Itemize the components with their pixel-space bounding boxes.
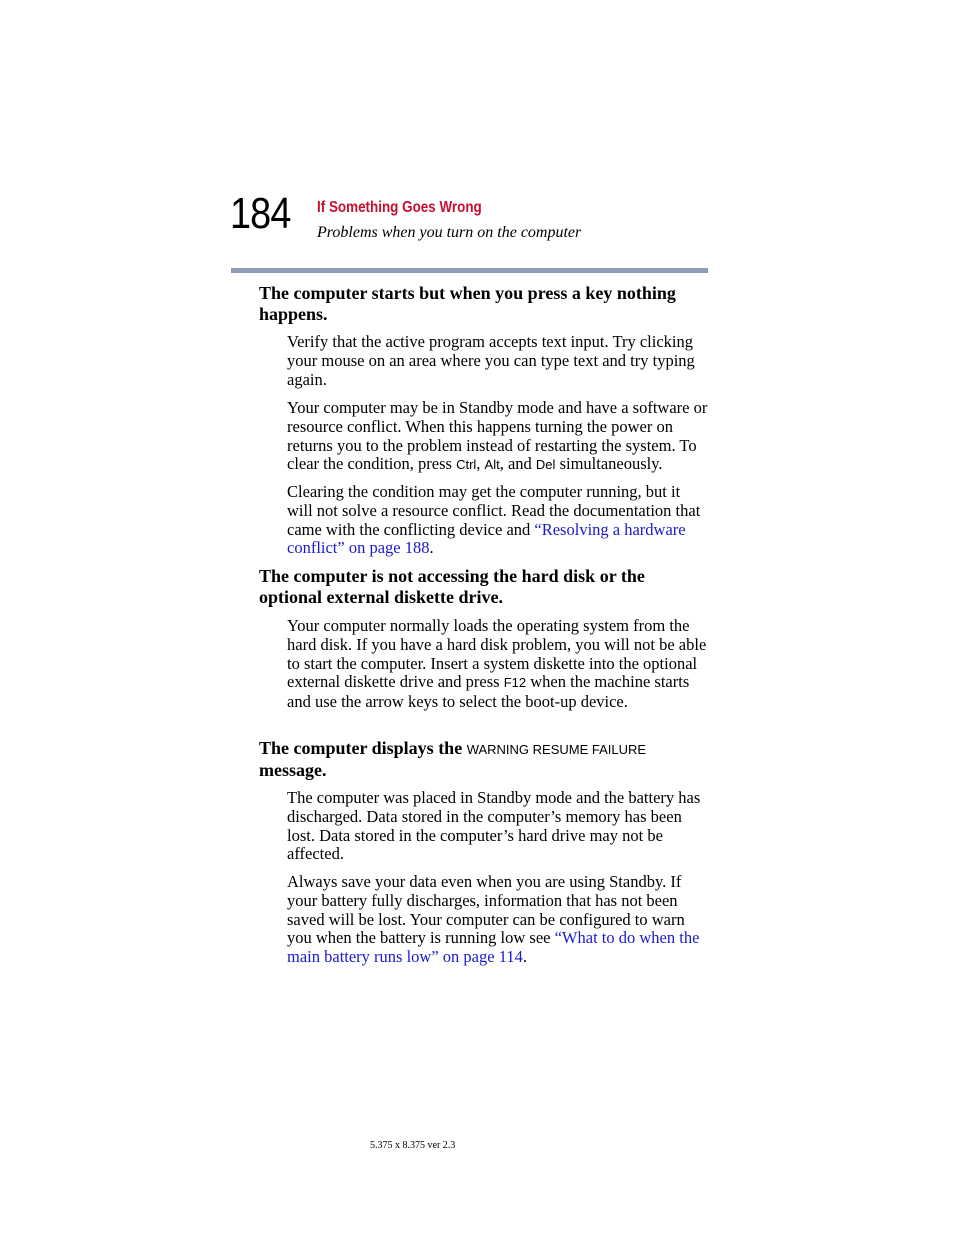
separator-text: , (476, 454, 485, 474)
chapter-title: If Something Goes Wrong (317, 199, 482, 216)
paragraph-text: Clearing the condition may get the computer running, but it will not solve a resource conflict. Read the documentation that came with the conflicting device and (287, 482, 701, 539)
header-rule (231, 268, 708, 273)
link-battery-runs-low[interactable]: “What to do when the main battery runs low” on page 114 (287, 928, 700, 967)
warning-message: WARNING RESUME FAILURE (466, 742, 647, 757)
key-f12: F12 (503, 675, 527, 691)
key-del: Del (535, 457, 556, 473)
paragraph-battery-discharged: The computer was placed in Standby mode and the battery has discharged. Data stored in the computer’s memory has been lost. Data stored in the computer’s hard drive may not be affected. (287, 788, 701, 864)
paragraph-clearing-condition (287, 483, 709, 558)
key-ctrl: Ctrl (456, 457, 477, 473)
paragraph-text: . (429, 538, 434, 558)
section-title: Problems when you turn on the computer (317, 224, 582, 241)
paragraph-standby-conflict (287, 399, 709, 475)
paragraph-text: simultaneously. (555, 454, 663, 474)
paragraph-text: Your computer may be in Standby mode and have a software or resource conflict. When this happens turning the power on returns you to the problem instead of restarting the system. To clear the condition, press (287, 398, 708, 474)
footer-version: 5.375 x 8.375 ver 2.3 (370, 1140, 456, 1151)
paragraph-text: when the machine starts and use the arrow keys to select the boot-up device. (287, 672, 690, 712)
heading-warning-resume-failure (259, 738, 709, 781)
paragraph-verify-input: Verify that the active program accepts text input. Try clicking your mouse on an area where you can type text and try typing again. (287, 332, 695, 389)
paragraph-save-data (287, 873, 709, 967)
paragraph-text: Your computer normally loads the operating system from the hard disk. If you have a hard disk problem, you will not be able to start the computer. Insert a system diskette into the optional external diskette drive and press (287, 616, 707, 692)
key-alt: Alt (484, 457, 500, 473)
paragraph-text: . (522, 947, 527, 967)
heading-key-nothing-happens: The computer starts but when you press a key nothing happens. (259, 283, 676, 324)
paragraph-hard-disk-boot (287, 617, 709, 712)
heading-hard-disk-not-accessed: The computer is not accessing the hard disk or the optional external diskette drive. (259, 566, 645, 607)
heading-text: The computer displays the (259, 738, 467, 758)
heading-text: message. (259, 760, 327, 780)
page-number: 184 (230, 189, 291, 238)
link-resolving-hardware-conflict[interactable]: “Resolving a hardware conflict” on page 188 (287, 519, 686, 558)
separator-text: , and (499, 454, 536, 474)
paragraph-text: Always save your data even when you are using Standby. If your battery fully discharges, information that has not been saved will be lost. Your computer can be configured to warn you when the battery is running low see (287, 872, 685, 948)
